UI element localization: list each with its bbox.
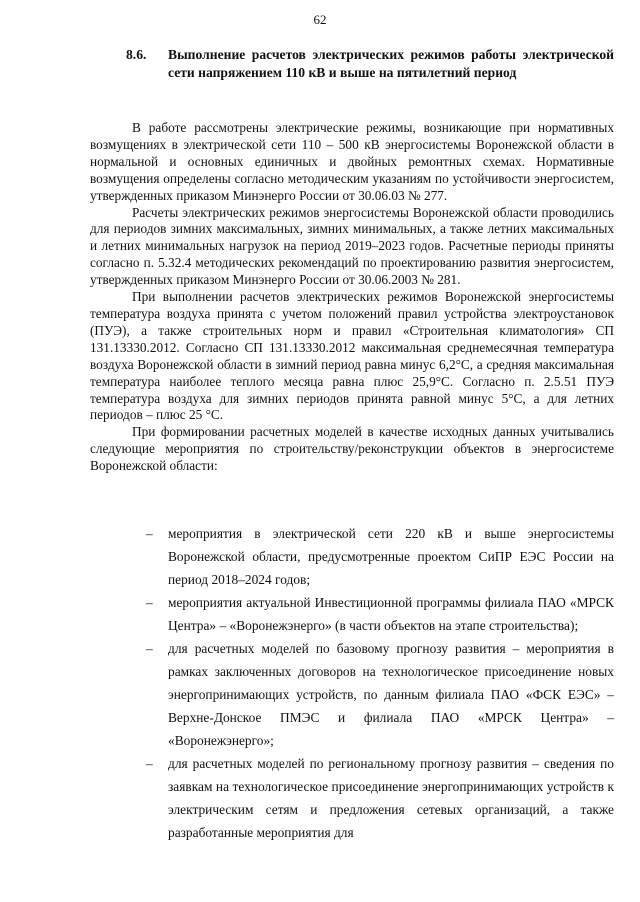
list-bullet: –	[146, 756, 153, 771]
paragraph: В работе рассмотрены электрические режимы, возникающие при нормативных возмущениях в электрической сети 110 – 500 кВ энергосистемы Воронежской области в нормальной и основных единичных и двойных ремонтных схемах. Нормативные возмущения определены согласно методическим указаниям по устойчивости энергосистем, утвержденных приказом Минэнерго России от 30.06.03 № 277.	[90, 120, 614, 203]
section-title: Выполнение расчетов электрических режимов работы электрической сети напряжением 110 кВ и выше на пятилетний период	[168, 47, 614, 80]
list-item-text: мероприятия актуальной Инвестиционной программы филиала ПАО «МРСК Центра» – «Воронежэнерго» (в части объектов на этапе строительства);	[168, 595, 614, 633]
section-number: 8.6.	[126, 47, 147, 62]
list-item	[146, 752, 614, 844]
paragraph: Расчеты электрических режимов энергосистемы Воронежской области проводились для периодов зимних максимальных, зимних минимальных, а также летних максимальных и летних минимальных нагрузок на период 2019–2023 годов. Расчетные периоды приняты согласно п. 5.32.4 методических рекомендаций по проектированию развития энергосистем, утвержденных приказом Минэнерго России от 30.06.2003 № 281.	[90, 204, 614, 288]
paragraph: При выполнении расчетов электрических режимов Воронежской энергосистемы температура воздуха принята с учетом положений правил устройства электроустановок (ПУЭ), а также строительных норм и правил «Строительная климатология» СП 131.13330.2012. Согласно СП 131.13330.2012 максимальная среднемесячная температура воздуха Воронежской области в зимний период равна минус 6,2°С, а средняя максимальная температура наиболее теплого месяца равна плюс 25,9°С. Согласно п. 2.5.51 ПУЭ температура воздуха для зимних периодов принята равной минус 5°С, а для летних периодов – плюс 25 °С.	[90, 289, 614, 423]
list-item	[146, 637, 614, 752]
page-number: 62	[313, 12, 327, 27]
list-item-text: для расчетных моделей по региональному прогнозу развития – сведения по заявкам на технологическое присоединение энергопринимающих устройств к электрическим сетям и предложения сетевых организаций, а также разработанные мероприятия для	[168, 756, 614, 840]
section-heading	[126, 46, 614, 81]
list-bullet: –	[146, 641, 153, 656]
list-item-text: для расчетных моделей по базовому прогнозу развития – мероприятия в рамках заключенных договоров на технологическое присоединение новых энергопринимающих устройств, по данным филиала ПАО «ФСК ЕЭС» – Верхне-Донское ПМЭС и филиала ПАО «МРСК Центра» – «Воронежэнерго»;	[168, 641, 614, 748]
list-bullet: –	[146, 595, 153, 610]
list-item	[146, 591, 614, 637]
list-item	[146, 522, 614, 591]
measures-list	[146, 522, 614, 844]
paragraph: При формировании расчетных моделей в качестве исходных данных учитывались следующие мероприятия по строительству/реконструкции объектов в энергосистеме Воронежской области:	[90, 424, 614, 474]
list-item-text: мероприятия в электрической сети 220 кВ и выше энергосистемы Воронежской области, предусмотренные проектом СиПР ЕЭС России на период 2018–2024 годов;	[168, 526, 614, 587]
body-text	[90, 120, 614, 475]
list-bullet: –	[146, 526, 153, 541]
